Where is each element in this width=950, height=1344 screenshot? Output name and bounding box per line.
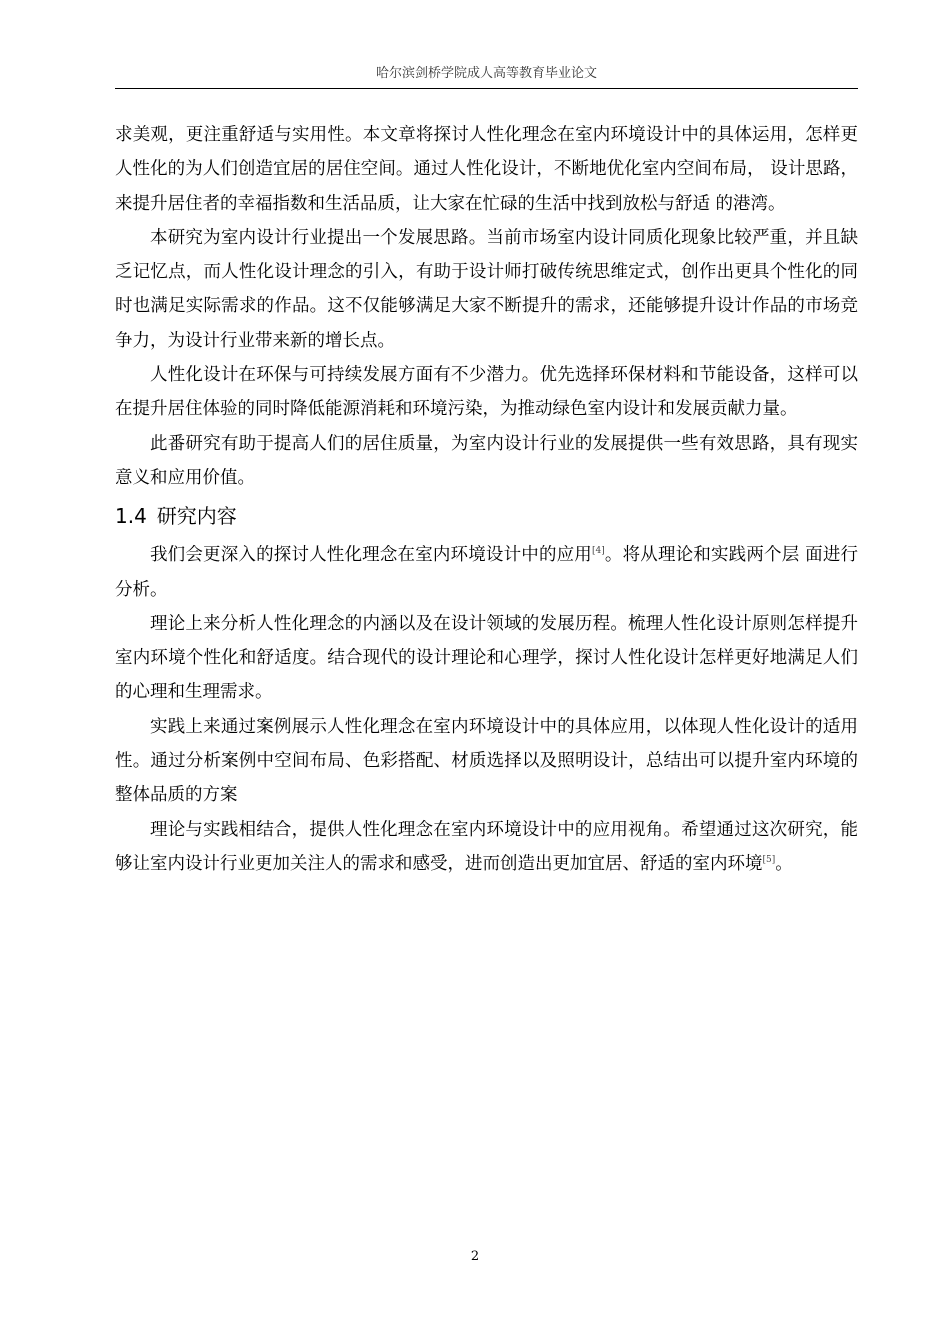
paragraph-theory: 理论上来分析人性化理念的内涵以及在设计领域的发展历程。梳理人性化设计原则怎样提升室内环境个性化和舒适度。结合现代的设计理论和心理学，探讨人性化设计怎样更好地满足人们的心理和生理需求。 (115, 613, 858, 703)
section-number: 1.4 (115, 504, 147, 529)
citation-marker: [5] (762, 855, 776, 866)
running-header (115, 64, 858, 89)
section-heading (115, 498, 858, 534)
section-title: 研究内容 (156, 504, 237, 529)
citation-marker: [4] (592, 546, 605, 557)
page-number: 2 (470, 1249, 480, 1264)
text-run: 我们会更深入的探讨人性化理念在室内环境设计中的应用 (150, 545, 592, 566)
header-title: 哈尔滨剑桥学院成人高等教育毕业论文 (375, 66, 597, 81)
paragraph-conclusion (115, 813, 858, 882)
paragraph-significance: 此番研究有助于提高人们的居住质量，为室内设计行业的发展提供一些有效思路，具有现实意义和应用价值。 (115, 433, 858, 488)
page-body (115, 118, 858, 881)
text-run: 理论与实践相结合，提供人性化理念在室内环境设计中的应用视角。希望通过这次研究，能够让室内设计行业更加关注人的需求和感受，进而创造出更加宜居、舒适的室内环境 (115, 819, 858, 874)
paragraph-industry: 本研究为室内设计行业提出一个发展思路。当前市场室内设计同质化现象比较严重，并且缺乏记忆点，而人性化设计理念的引入，有助于设计师打破传统思维定式，创作出更具个性化的同时也满足实际需求的作品。这不仅能够满足大家不断提升的需求，还能够提升设计作品的市场竞争力，为设计行业带来新的增长点。 (115, 227, 858, 351)
paragraph-sustainability: 人性化设计在环保与可持续发展方面有不少潜力。优先选择环保材料和节能设备，这样可以在提升居住体验的同时降低能源消耗和环境污染，为推动绿色室内设计和发展贡献力量。 (115, 365, 858, 420)
paragraph-continued: 求美观，更注重舒适与实用性。本文章将探讨人性化理念在室内环境设计中的具体运用，怎样更人性化的为人们创造宜居的居住空间。通过人性化设计，不断地优化室内空间布局， 设计思路，来提升居住者的幸福指数和生活品质，让大家在忙碌的生活中找到放松与舒适 的港湾。 (115, 125, 858, 214)
text-run: 。将从理论和实践两个层 面进行分析。 (115, 545, 859, 600)
paragraph-research-scope (115, 538, 858, 607)
text-run: 。 (775, 853, 793, 874)
paragraph-practice: 实践上来通过案例展示人性化理念在室内环境设计中的具体应用，以体现人性化设计的适用性。通过分析案例中空间布局、色彩搭配、材质选择以及照明设计，总结出可以提升室内环境的整体品质的方案 (115, 716, 858, 806)
